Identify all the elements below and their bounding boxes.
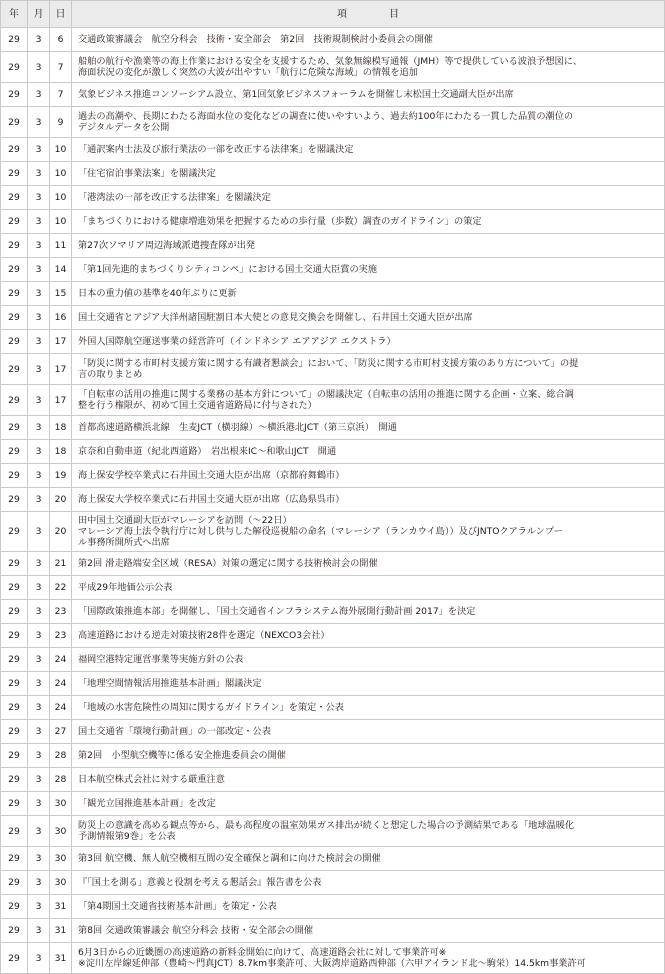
table-row: [1, 600, 665, 624]
cell-item: [72, 330, 665, 354]
cell-day: 21: [50, 552, 72, 576]
item-text-line: 予測情報第9巻」を公表: [78, 831, 176, 842]
item-text-line: 「通訳案内士法及び旅行業法の一部を改正する法律案」を閣議決定: [78, 144, 354, 155]
item-text-line: 海上保安学校卒業式に石井国土交通大臣が出席（京都府舞鶴市）: [78, 470, 345, 481]
cell-item: [72, 672, 665, 696]
cell-day: 6: [50, 28, 72, 52]
cell-day: 7: [50, 83, 72, 107]
cell-month: 3: [28, 210, 50, 234]
table-row: [1, 488, 665, 512]
cell-item: [72, 83, 665, 107]
item-text-line: 「住宅宿泊事業法案」を閣議決定: [78, 168, 216, 179]
cell-item: [72, 895, 665, 919]
cell-day: 30: [50, 847, 72, 871]
item-text-line: 平成29年地価公示公表: [78, 582, 173, 593]
table-row: [1, 512, 665, 552]
cell-year: 29: [1, 512, 28, 552]
cell-month: 3: [28, 83, 50, 107]
cell-month: 3: [28, 138, 50, 162]
table-row: [1, 186, 665, 210]
cell-month: 3: [28, 306, 50, 330]
table-row: [1, 258, 665, 282]
table-row: [1, 576, 665, 600]
cell-item: [72, 28, 665, 52]
table-row: [1, 792, 665, 816]
cell-item: [72, 186, 665, 210]
cell-year: 29: [1, 354, 28, 385]
cell-month: 3: [28, 162, 50, 186]
cell-item: [72, 552, 665, 576]
table-row: [1, 282, 665, 306]
cell-item: [72, 648, 665, 672]
header-month: 月: [28, 1, 50, 28]
item-text-line: 第3回 航空機、無人航空機相互間の安全確保と調和に向けた検討会の開催: [78, 853, 381, 864]
item-text-line: 第8回 交通政策審議会 航空分科会 技術・安全部会の開催: [78, 925, 314, 936]
cell-year: 29: [1, 720, 28, 744]
item-text-line: 「観光立国推進基本計画」を改定: [78, 798, 216, 809]
cell-item: [72, 234, 665, 258]
cell-month: 3: [28, 107, 50, 138]
cell-item: [72, 768, 665, 792]
cell-year: 29: [1, 107, 28, 138]
cell-month: 3: [28, 512, 50, 552]
cell-month: 3: [28, 672, 50, 696]
table-row: [1, 943, 665, 974]
table-row: [1, 234, 665, 258]
cell-month: 3: [28, 871, 50, 895]
cell-item: [72, 354, 665, 385]
cell-month: 3: [28, 282, 50, 306]
cell-day: 22: [50, 576, 72, 600]
cell-item: [72, 512, 665, 552]
cell-item: [72, 306, 665, 330]
cell-item: [72, 416, 665, 440]
cell-month: 3: [28, 768, 50, 792]
cell-year: 29: [1, 552, 28, 576]
cell-day: 28: [50, 744, 72, 768]
item-text-line: 首都高速道路横浜北線 生麦JCT（横羽線）～横浜港北JCT（第三京浜） 開通: [78, 422, 397, 433]
item-text-line: 第27次ソマリア周辺海域派遣捜査隊が出発: [78, 240, 256, 251]
cell-item: [72, 624, 665, 648]
table-row: [1, 464, 665, 488]
cell-month: 3: [28, 576, 50, 600]
cell-month: 3: [28, 330, 50, 354]
header-day: 日: [50, 1, 72, 28]
cell-month: 3: [28, 552, 50, 576]
cell-year: 29: [1, 744, 28, 768]
item-text-line: 言の取りまとめ: [78, 369, 143, 380]
cell-year: 29: [1, 895, 28, 919]
cell-day: 18: [50, 440, 72, 464]
cell-day: 10: [50, 138, 72, 162]
cell-year: 29: [1, 330, 28, 354]
cell-item: [72, 52, 665, 83]
item-text-line: 「第4期国土交通省技術基本計画」を策定・公表: [78, 901, 277, 912]
cell-day: 10: [50, 162, 72, 186]
cell-year: 29: [1, 871, 28, 895]
cell-year: 29: [1, 919, 28, 943]
cell-day: 15: [50, 282, 72, 306]
item-text-line: 日本の重力値の基準を40年ぶりに更新: [78, 288, 237, 299]
cell-day: 16: [50, 306, 72, 330]
item-text-line: 「第1回先進的まちづくりシティコンペ」における国土交通大臣賞の実施: [78, 264, 378, 275]
table-row: [1, 162, 665, 186]
table-row: [1, 744, 665, 768]
table-row: [1, 696, 665, 720]
cell-day: 30: [50, 792, 72, 816]
item-text-line: 「まちづくりにおける健康増進効果を把握するための歩行量（歩数）調査のガイドライン」の策定: [78, 216, 482, 227]
table-row: [1, 210, 665, 234]
cell-month: 3: [28, 624, 50, 648]
table-row: [1, 672, 665, 696]
cell-month: 3: [28, 28, 50, 52]
cell-year: 29: [1, 416, 28, 440]
cell-item: [72, 919, 665, 943]
cell-item: [72, 696, 665, 720]
item-text-line: 国土交通省とアジア大洋州諸国駐割日本大使との意見交換会を開催し、石井国土交通大臣が出席: [78, 312, 473, 323]
cell-day: 24: [50, 648, 72, 672]
cell-item: [72, 282, 665, 306]
cell-year: 29: [1, 648, 28, 672]
cell-day: 19: [50, 464, 72, 488]
item-text-line: 過去の高潮や、長期にわたる海面水位の変化などの調査に使いやすいよう、過去約100年にわたる一貫した品質の潮位の: [78, 111, 574, 122]
cell-item: [72, 847, 665, 871]
item-text-line: 「国際政策推進本部」を開催し、「国土交通省インフラシステム海外展開行動計画 2017」を決定: [78, 606, 476, 617]
cell-day: 24: [50, 696, 72, 720]
table-row: [1, 52, 665, 83]
table-row: [1, 768, 665, 792]
cell-month: 3: [28, 258, 50, 282]
cell-day: 10: [50, 210, 72, 234]
table-body: [1, 28, 665, 974]
cell-month: 3: [28, 847, 50, 871]
item-text-line: 整を行う権限が、初めて国土交通省道路局に付与された）: [78, 400, 317, 411]
cell-day: 17: [50, 330, 72, 354]
cell-item: [72, 385, 665, 416]
cell-month: 3: [28, 385, 50, 416]
cell-item: [72, 258, 665, 282]
cell-day: 17: [50, 354, 72, 385]
item-text-line: 『「国土を測る」意義と役割を考える懇話会』報告書を公表: [78, 877, 322, 888]
cell-item: [72, 440, 665, 464]
table-row: [1, 919, 665, 943]
item-text-line: マレーシア海上法令執行庁に対し供与した解役巡視船の命名（マレーシア（ランカウイ島））及びJNTOクアラルンプー: [78, 526, 563, 537]
table-row: [1, 416, 665, 440]
cell-day: 23: [50, 624, 72, 648]
cell-year: 29: [1, 186, 28, 210]
item-text-line: ※淀川左岸線延伸部（豊崎～門真JCT）8.7km事業許可、大阪湾岸道路西伸部（六甲アイランド北～駒栄）14.5km事業許可: [78, 958, 586, 969]
cell-day: 17: [50, 385, 72, 416]
table-row: [1, 385, 665, 416]
cell-year: 29: [1, 83, 28, 107]
cell-item: [72, 816, 665, 847]
cell-year: 29: [1, 792, 28, 816]
cell-year: 29: [1, 138, 28, 162]
table-row: [1, 354, 665, 385]
cell-day: 20: [50, 512, 72, 552]
cell-month: 3: [28, 943, 50, 974]
item-text-line: 気象ビジネス推進コンソーシアム設立、第1回気象ビジネスフォーラムを開催し末松国土交通副大臣が出席: [78, 89, 514, 100]
cell-day: 10: [50, 186, 72, 210]
cell-year: 29: [1, 816, 28, 847]
item-text-line: 「自転車の活用の推進に関する業務の基本方針について」の閣議決定（自転車の活用の推進に関する企画・立案、総合調: [78, 389, 574, 400]
cell-month: 3: [28, 600, 50, 624]
cell-item: [72, 162, 665, 186]
cell-year: 29: [1, 162, 28, 186]
item-text-line: 田中国土交通副大臣がマレーシアを訪問（～22日）: [78, 515, 292, 526]
cell-month: 3: [28, 440, 50, 464]
cell-item: [72, 744, 665, 768]
cell-day: 7: [50, 52, 72, 83]
cell-day: 20: [50, 488, 72, 512]
cell-item: [72, 210, 665, 234]
item-text-line: 第2回 滑走路端安全区域（RESA）対策の選定に関する技術検討会の開催: [78, 558, 378, 569]
cell-year: 29: [1, 672, 28, 696]
cell-item: [72, 138, 665, 162]
cell-year: 29: [1, 847, 28, 871]
item-text-line: 福岡空港特定運営事業等実施方針の公表: [78, 654, 244, 665]
cell-month: 3: [28, 52, 50, 83]
cell-day: 18: [50, 416, 72, 440]
cell-month: 3: [28, 744, 50, 768]
cell-item: [72, 943, 665, 974]
cell-month: 3: [28, 919, 50, 943]
cell-year: 29: [1, 696, 28, 720]
cell-year: 29: [1, 306, 28, 330]
header-year: 年: [1, 1, 28, 28]
cell-year: 29: [1, 600, 28, 624]
cell-day: 24: [50, 672, 72, 696]
cell-year: 29: [1, 576, 28, 600]
item-text-line: 高速道路における逆走対策技術28件を選定（NEXCO3会社）: [78, 630, 330, 641]
cell-year: 29: [1, 234, 28, 258]
item-text-line: 防災上の意識を高める観点等から、最も高程度の温室効果ガス排出が続くと想定した場合の予測結果である「地球温暖化: [78, 820, 575, 831]
table-row: [1, 83, 665, 107]
cell-day: 30: [50, 871, 72, 895]
cell-month: 3: [28, 696, 50, 720]
table-row: [1, 624, 665, 648]
table-row: [1, 720, 665, 744]
cell-day: 9: [50, 107, 72, 138]
cell-year: 29: [1, 385, 28, 416]
cell-year: 29: [1, 440, 28, 464]
table-row: [1, 28, 665, 52]
cell-day: 31: [50, 895, 72, 919]
item-text-line: 「港湾法の一部を改正する法律案」を閣議決定: [78, 192, 271, 203]
cell-year: 29: [1, 768, 28, 792]
item-text-line: ル事務所開所式へ出席: [78, 537, 170, 548]
item-text-line: 6月3日からの近畿圏の高速道路の新料金開始に向けて、高速道路会社に対して事業許可※: [78, 947, 447, 958]
cell-year: 29: [1, 943, 28, 974]
cell-item: [72, 792, 665, 816]
item-text-line: 船舶の航行や漁業等の海上作業における安全を支援するため、気象無線模写通報（JMH）等で提供している波浪予想図に、: [78, 56, 583, 67]
item-text-line: 「地理空間情報活用推進基本計画」閣議決定: [78, 678, 262, 689]
item-text-line: 「防災に関する市町村支援方策に関する有識者懇談会」において、「防災に関する市町村支援方策のあり方について」の提: [78, 358, 579, 369]
item-text-line: 交通政策審議会 航空分科会 技術・安全部会 第2回 技術規制検討小委員会の開催: [78, 34, 433, 45]
table-row: [1, 440, 665, 464]
cell-day: 27: [50, 720, 72, 744]
cell-year: 29: [1, 258, 28, 282]
item-text-line: 外国人国際航空運送事業の経営許可（インドネシア エアアジア エクストラ）: [78, 336, 396, 347]
item-text-line: 日本航空株式会社に対する厳重注意: [78, 774, 225, 785]
item-text-line: 海面状況の変化が激しく突然の大波が出やすい「航行に危険な海域」の情報を追加: [78, 67, 418, 78]
cell-month: 3: [28, 186, 50, 210]
cell-day: 14: [50, 258, 72, 282]
cell-day: 11: [50, 234, 72, 258]
item-text-line: 海上保安大学校卒業式に石井国土交通大臣が出席（広島県呉市）: [78, 494, 345, 505]
cell-item: [72, 871, 665, 895]
table-row: [1, 895, 665, 919]
table-row: [1, 816, 665, 847]
cell-month: 3: [28, 416, 50, 440]
cell-month: 3: [28, 234, 50, 258]
cell-year: 29: [1, 624, 28, 648]
cell-month: 3: [28, 648, 50, 672]
table-row: [1, 330, 665, 354]
table-row: [1, 871, 665, 895]
cell-item: [72, 464, 665, 488]
cell-day: 31: [50, 943, 72, 974]
cell-month: 3: [28, 464, 50, 488]
cell-day: 28: [50, 768, 72, 792]
cell-day: 31: [50, 919, 72, 943]
cell-month: 3: [28, 816, 50, 847]
cell-item: [72, 576, 665, 600]
cell-year: 29: [1, 282, 28, 306]
cell-year: 29: [1, 52, 28, 83]
cell-year: 29: [1, 210, 28, 234]
cell-year: 29: [1, 488, 28, 512]
header-item: 項目: [72, 1, 665, 28]
table-row: [1, 552, 665, 576]
table-row: [1, 107, 665, 138]
table-row: [1, 306, 665, 330]
cell-month: 3: [28, 895, 50, 919]
cell-day: 23: [50, 600, 72, 624]
item-text-line: 第2回 小型航空機等に係る安全推進委員会の開催: [78, 750, 286, 761]
cell-month: 3: [28, 354, 50, 385]
table-header-row: [1, 1, 665, 28]
cell-year: 29: [1, 464, 28, 488]
cell-month: 3: [28, 720, 50, 744]
table-row: [1, 138, 665, 162]
cell-year: 29: [1, 28, 28, 52]
item-text-line: デジタルデータを公開: [78, 122, 170, 133]
table-row: [1, 648, 665, 672]
cell-item: [72, 600, 665, 624]
item-text-line: 「地域の水害危険性の周知に関するガイドライン」を策定・公表: [78, 702, 344, 713]
table-row: [1, 847, 665, 871]
cell-item: [72, 488, 665, 512]
cell-month: 3: [28, 792, 50, 816]
cell-month: 3: [28, 488, 50, 512]
cell-item: [72, 107, 665, 138]
cell-item: [72, 720, 665, 744]
item-text-line: 京奈和自動車道（紀北西道路） 岩出根来IC～和歌山JCT 開通: [78, 446, 337, 457]
item-text-line: 国土交通省「環境行動計画」の一部改定・公表: [78, 726, 271, 737]
cell-day: 30: [50, 816, 72, 847]
